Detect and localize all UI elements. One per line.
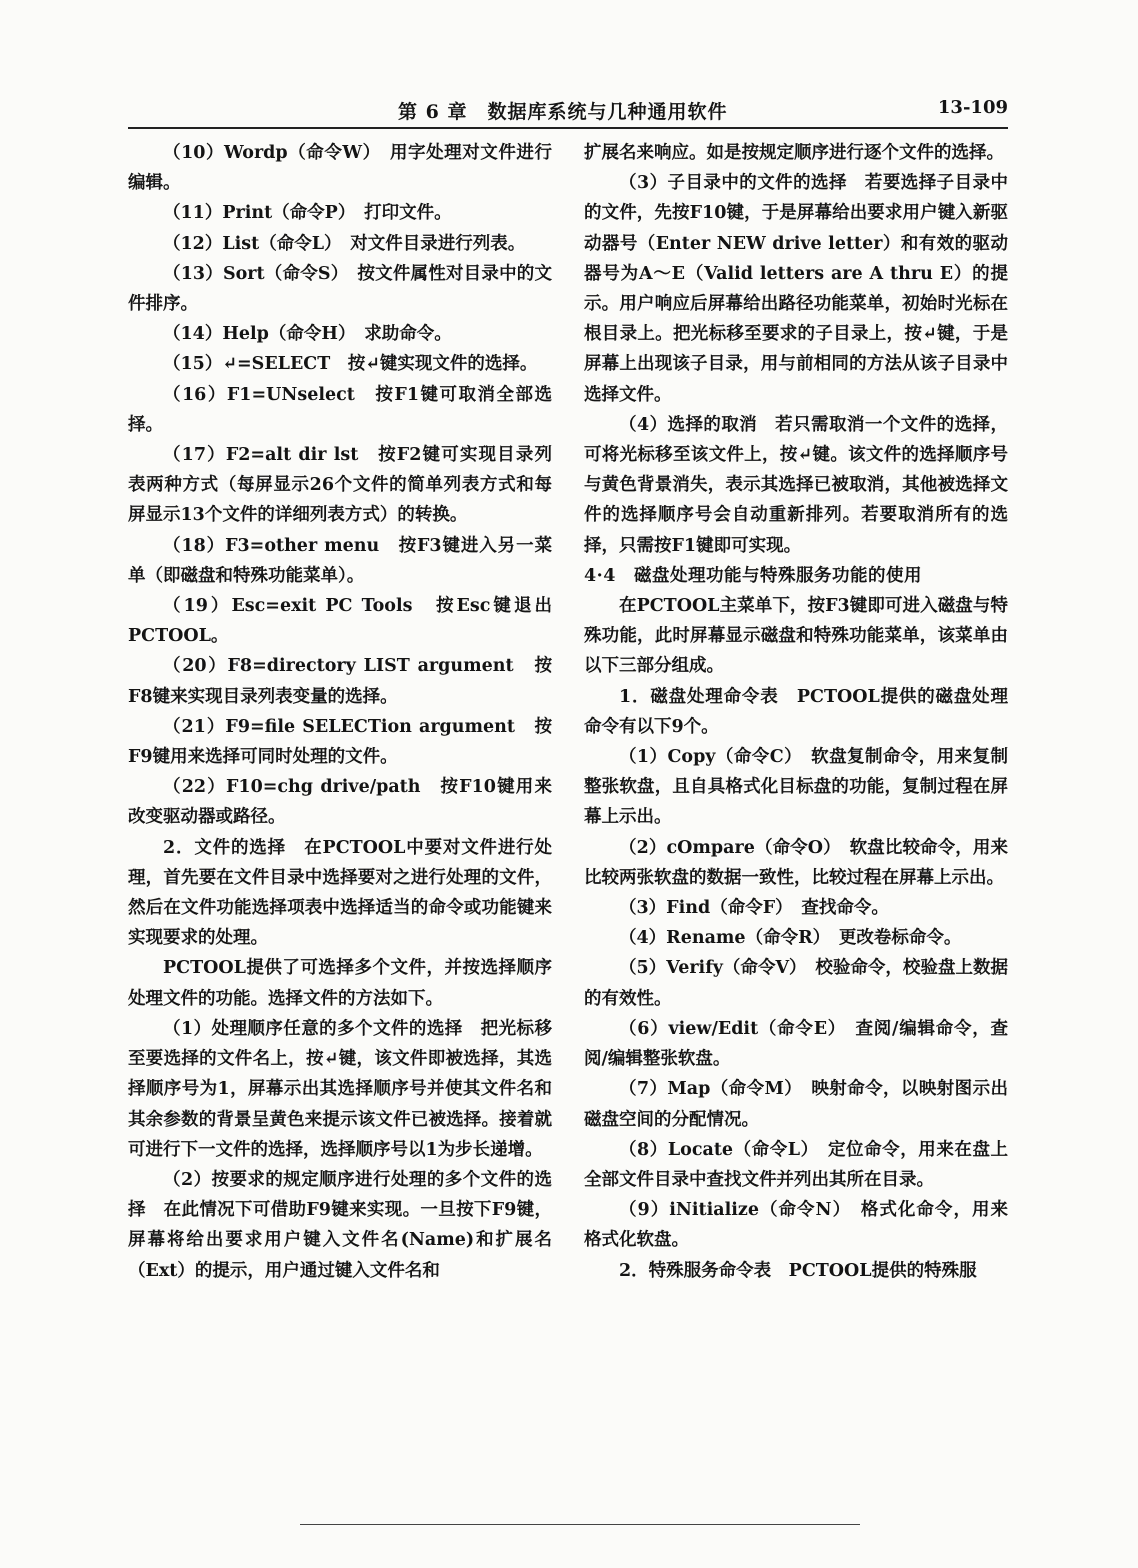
paragraph: （8）Locate（命令L） 定位命令，用来在盘上全部文件目录中查找文件并列出其所在目录。 bbox=[584, 1139, 1008, 1190]
paragraph: （22）F10=chg drive/path 按F10键用来改变驱动器或路径。 bbox=[128, 777, 552, 828]
paragraph: （12）List（命令L） 对文件目录进行列表。 bbox=[163, 233, 526, 254]
paragraph: （14）Help（命令H） 求助命令。 bbox=[163, 324, 452, 345]
paragraph: （4）Rename（命令R） 更改卷标命令。 bbox=[619, 928, 962, 949]
page-header bbox=[128, 95, 1008, 125]
paragraph: 1．磁盘处理命令表 PCTOOL提供的磁盘处理命令有以下9个。 bbox=[584, 686, 1008, 737]
paragraph: 2．特殊服务命令表 PCTOOL提供的特殊服 bbox=[619, 1260, 977, 1281]
paragraph: （5）Verify（命令V） 校验命令，校验盘上数据的有效性。 bbox=[584, 958, 1008, 1009]
paragraph: （3）Find（命令F） 查找命令。 bbox=[619, 898, 889, 919]
paragraph: （16）F1=UNselect 按F1键可取消全部选择。 bbox=[128, 384, 552, 435]
paragraph: （19）Esc=exit PC Tools 按Esc键退出PCTOOL。 bbox=[128, 596, 552, 647]
footer-rule bbox=[300, 1524, 860, 1525]
paragraph: （4）选择的取消 若只需取消一个文件的选择，可将光标移至该文件上，按↵键。该文件的选择顺序号与黄色背景消失，表示其选择已被取消，其他被选择文件的选择顺序号会自动重新排列。若要取消所有的选择，只需按F1键即可实现。 bbox=[584, 414, 1008, 556]
right-column bbox=[584, 138, 1008, 1286]
paragraph: （3）子目录中的文件的选择 若要选择子目录中的文件，先按F10键，于是屏幕给出要求用户键入新驱动器号（Enter NEW drive letter）和有效的驱动器号为A～E（Valid letters are A thru E）的提示。用户响应后屏幕给出路径功能菜单，初始时光标在根目录上。把光标移至要求的子目录上，按↵键，于是屏幕上出现该子目录，用与前相同的方法从该子目录中选择文件。 bbox=[584, 173, 1008, 405]
section-heading: 4·4 磁盘处理功能与特殊服务功能的使用 bbox=[584, 565, 922, 586]
header-rule bbox=[128, 127, 1008, 129]
paragraph: （2）cOmpare（命令O） 软盘比较命令，用来比较两张软盘的数据一致性，比较过程在屏幕上示出。 bbox=[584, 837, 1008, 888]
paragraph: （2）按要求的规定顺序进行处理的多个文件的选择 在此情况下可借助F9键来实现。一旦按下F9键，屏幕将给出要求用户键入文件名(Name)和扩展名（Ext）的提示，用户通过键入文件名和 bbox=[128, 1169, 552, 1281]
chapter-title: 第 6 章 数据库系统与几种通用软件 bbox=[398, 101, 728, 123]
paragraph: （20）F8=directory LIST argument 按F8键来实现目录列表变量的选择。 bbox=[128, 656, 552, 707]
paragraph: 扩展名来响应。如是按规定顺序进行逐个文件的选择。 bbox=[584, 143, 1004, 163]
paragraph: （17）F2=alt dir lst 按F2键可实现目录列表两种方式（每屏显示26个文件的简单列表方式和每屏显示13个文件的详细列表方式）的转换。 bbox=[128, 445, 552, 526]
paragraph: （1）Copy（命令C） 软盘复制命令，用来复制整张软盘，且自具格式化目标盘的功能，复制过程在屏幕上示出。 bbox=[584, 747, 1008, 828]
paragraph: （9）iNitialize（命令N） 格式化命令，用来格式化软盘。 bbox=[584, 1200, 1008, 1251]
paragraph: PCTOOL提供了可选择多个文件，并按选择顺序处理文件的功能。选择文件的方法如下。 bbox=[128, 958, 552, 1009]
left-column bbox=[128, 138, 552, 1286]
paragraph: （11）Print（命令P） 打印文件。 bbox=[163, 203, 452, 224]
paragraph: （6）view/Edit（命令E） 查阅/编辑命令，查阅/编辑整张软盘。 bbox=[584, 1018, 1008, 1070]
paragraph: （15）↵=SELECT 按↵键实现文件的选择。 bbox=[163, 354, 538, 375]
paragraph: （18）F3=other menu 按F3键进入另一菜单（即磁盘和特殊功能菜单）。 bbox=[128, 535, 552, 586]
paragraph: （7）Map（命令M） 映射命令，以映射图示出磁盘空间的分配情况。 bbox=[584, 1079, 1008, 1130]
paragraph: （21）F9=file SELECTion argument 按F9键用来选择可同时处理的文件。 bbox=[128, 716, 552, 768]
paragraph: 2．文件的选择 在PCTOOL中要对文件进行处理，首先要在文件目录中选择要对之进行处理的文件，然后在文件功能选择项表中选择适当的命令或功能键来实现要求的处理。 bbox=[128, 837, 552, 949]
paragraph: 在PCTOOL主菜单下，按F3键即可进入磁盘与特殊功能，此时屏幕显示磁盘和特殊功能菜单，该菜单由以下三部分组成。 bbox=[584, 596, 1008, 677]
paragraph: （1）处理顺序任意的多个文件的选择 把光标移至要选择的文件名上，按↵键，该文件即被选择，其选择顺序号为1，屏幕示出其选择顺序号并使其文件名和其余参数的背景呈黄色来提示该文件已被选择。接着就可进行下一文件的选择，选择顺序号以1为步长递增。 bbox=[128, 1018, 552, 1160]
page-number: 13-109 bbox=[937, 97, 1008, 118]
paragraph: （10）Wordp（命令W） 用字处理对文件进行编辑。 bbox=[128, 143, 552, 194]
paragraph: （13）Sort（命令S） 按文件属性对目录中的文件排序。 bbox=[128, 263, 552, 315]
